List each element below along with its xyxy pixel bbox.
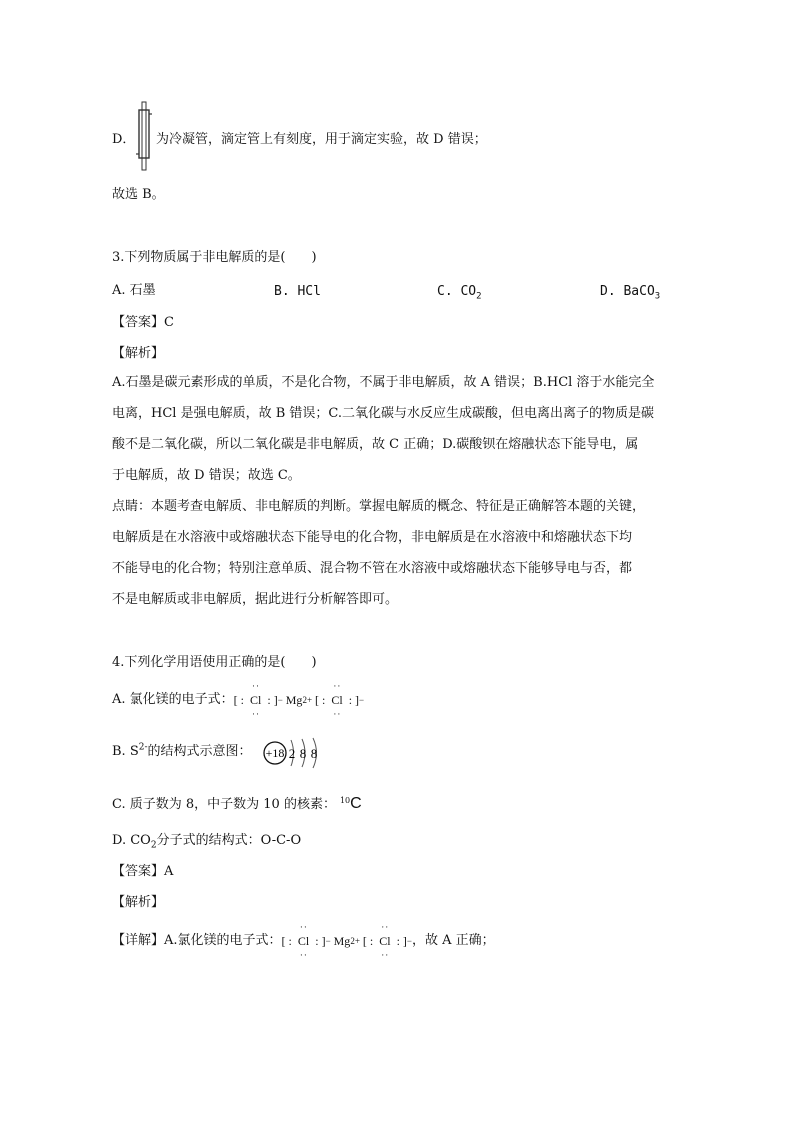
- analysis-line: 电解质是在水溶液中或熔融状态下能导电的化合物，非电解质是在水溶液中和熔融状态下均: [112, 530, 633, 545]
- mgcl2-electron-formula-detail: [ : ·· Cl ·· : ] − Mg 2+ [ : ·· Cl ·· : ] −: [281, 922, 412, 960]
- analysis-line: 于电解质，故 D 错误；故选 C。: [112, 468, 301, 483]
- option-d-label: D．: [112, 132, 136, 147]
- q3-analysis-header: 【解析】: [112, 346, 165, 361]
- q3-stem: 3.下列物质属于非电解质的是( ): [112, 250, 317, 265]
- q4-detail-conclusion: ，故 A 正确；: [412, 933, 495, 948]
- q3-option-b: B. HCl: [274, 284, 321, 299]
- analysis-line: 不能导电的化合物；特别注意单质、混合物不管在水溶液中或熔融状态下能够导电与否，都: [112, 561, 633, 576]
- option-d-text: 为冷凝管，滴定管上有刻度，用于滴定实验，故 D 错误；: [156, 132, 487, 147]
- q4-detail-label: 【详解】A.氯化镁的电子式：: [112, 933, 282, 948]
- analysis-line: 酸不是二氧化碳，所以二氧化碳是非电解质，故 C 正确；D.碳酸钡在熔融状态下能导电，属: [112, 437, 639, 452]
- q4-stem: 4.下列化学用语使用正确的是( ): [112, 655, 317, 670]
- analysis-line: A.石墨是碳元素形成的单质，不是化合物，不属于非电解质，故 A 错误；B.HCl 溶于水能完全: [112, 375, 655, 390]
- condenser-figure: [136, 100, 152, 174]
- q3-option-a: A. 石墨: [112, 283, 156, 298]
- q3-option-d: D. BaCO$_3$: [600, 284, 661, 302]
- shell-electron-count: 8: [299, 746, 307, 761]
- q4-option-c: C. 质子数为 8，中子数为 10 的核素： $^{10}$C: [112, 795, 362, 812]
- q4-option-a: [112, 681, 365, 719]
- q3-analysis: [112, 367, 682, 615]
- nucleus-charge: +18: [265, 746, 285, 760]
- conclusion-line: 故选 B。: [112, 187, 165, 202]
- q4-analysis-header: 【解析】: [112, 895, 165, 910]
- sulfide-ion-structure-diagram: [262, 736, 330, 772]
- q4-option-a-label: A. 氯化镁的电子式：: [112, 692, 234, 707]
- q4-answer: 【答案】A: [112, 864, 174, 879]
- analysis-line: 不是电解质或非电解质，据此进行分析解答即可。: [112, 592, 399, 607]
- analysis-line: 电离，HCl 是强电解质，故 B 错误；C.二氧化碳与水反应生成碳酸，但电离出离子的物质是碳: [112, 406, 655, 421]
- mgcl2-electron-formula: [ : ·· Cl ·· : ] − Mg 2+ [ : ·· Cl ·· : ] −: [233, 681, 365, 719]
- q4-option-d: D. $CO_2$分子式的结构式：O-C-O: [112, 833, 302, 851]
- q3-option-c: C. $CO_2$: [437, 284, 482, 302]
- q4-detail: [112, 922, 495, 960]
- analysis-line: 点睛：本题考查电解质、非电解质的判断。掌握电解质的概念、特征是正确解答本题的关键，: [112, 499, 646, 514]
- shell-electron-count: 2: [288, 746, 296, 761]
- shell-electron-count: 8: [310, 746, 318, 761]
- q4-option-b-label: B. $S^{2-}$的结构式示意图：: [112, 742, 252, 759]
- q3-answer: 【答案】C: [112, 315, 174, 330]
